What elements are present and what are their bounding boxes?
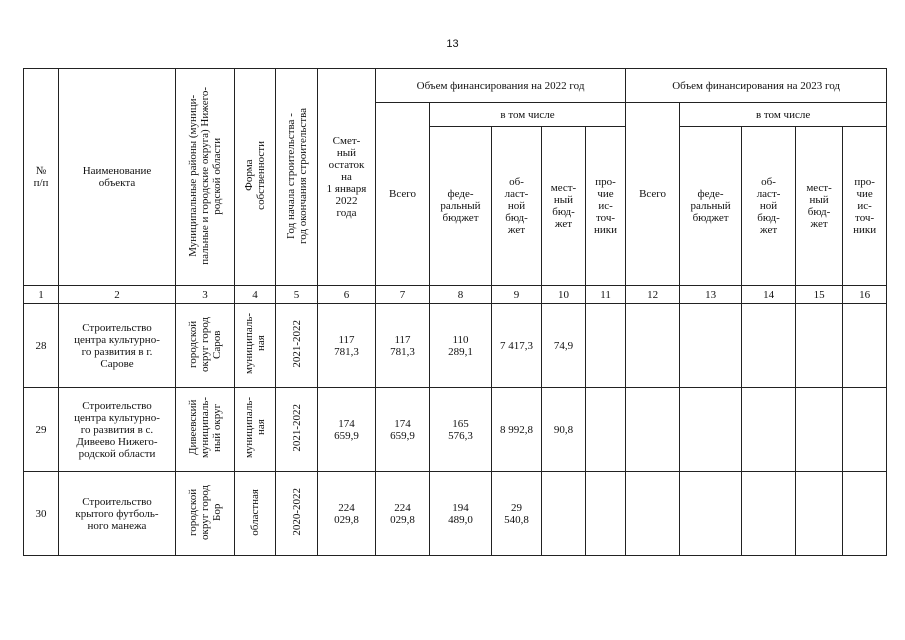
- municipal-cell: городской округ город Бор: [176, 472, 235, 556]
- ownership-cell: муниципаль- ная: [235, 304, 276, 388]
- header-including-2022: в том числе: [430, 103, 626, 127]
- header-regional-2022: об- ласт- ной бюд- жет: [492, 127, 542, 286]
- federal-2023-cell: [680, 388, 742, 472]
- federal-2022-cell: 165 576,3: [430, 388, 492, 472]
- regional-2023-cell: [742, 388, 796, 472]
- header-municipal: Муниципальные районы (муници- пальные и городские округа) Нижего- родской области: [176, 69, 235, 286]
- column-number: 11: [586, 286, 626, 304]
- header-federal-2022: феде- ральный бюджет: [430, 127, 492, 286]
- column-number: 9: [492, 286, 542, 304]
- header-fin-2022: Объем финансирования на 2022 год: [376, 69, 626, 103]
- local-2023-cell: [796, 388, 843, 472]
- column-number: 8: [430, 286, 492, 304]
- years-cell: 2021-2022: [276, 304, 318, 388]
- municipal-cell: Дивеевский муниципаль- ный округ: [176, 388, 235, 472]
- local-2022-cell: 74,9: [542, 304, 586, 388]
- regional-2022-cell: 7 417,3: [492, 304, 542, 388]
- column-number: 12: [626, 286, 680, 304]
- object-name: Строительство центра культурно- го развития в с. Дивеево Нижего- родской области: [59, 388, 176, 472]
- regional-2023-cell: [742, 304, 796, 388]
- total-2023-cell: [626, 388, 680, 472]
- other-2022-cell: [586, 472, 626, 556]
- total-2022-cell: 174 659,9: [376, 388, 430, 472]
- column-number: 7: [376, 286, 430, 304]
- other-2022-cell: [586, 304, 626, 388]
- column-number: 13: [680, 286, 742, 304]
- header-total-2023: Всего: [626, 103, 680, 286]
- municipal-cell: городской округ город Саров: [176, 304, 235, 388]
- header-fin-2023: Объем финансирования на 2023 год: [626, 69, 887, 103]
- header-ownership: Форма собственности: [235, 69, 276, 286]
- local-2022-cell: [542, 472, 586, 556]
- row-number: 28: [24, 304, 59, 388]
- years-cell: 2020-2022: [276, 472, 318, 556]
- regional-2022-cell: 8 992,8: [492, 388, 542, 472]
- row-number: 29: [24, 388, 59, 472]
- local-2023-cell: [796, 472, 843, 556]
- balance-cell: 174 659,9: [318, 388, 376, 472]
- total-2022-cell: 224 029,8: [376, 472, 430, 556]
- total-2023-cell: [626, 304, 680, 388]
- header-federal-2023: феде- ральный бюджет: [680, 127, 742, 286]
- regional-2023-cell: [742, 472, 796, 556]
- column-number: 3: [176, 286, 235, 304]
- regional-2022-cell: 29 540,8: [492, 472, 542, 556]
- column-number: 1: [24, 286, 59, 304]
- federal-2022-cell: 110 289,1: [430, 304, 492, 388]
- column-number: 5: [276, 286, 318, 304]
- balance-cell: 117 781,3: [318, 304, 376, 388]
- column-number: 15: [796, 286, 843, 304]
- balance-cell: 224 029,8: [318, 472, 376, 556]
- page-number: 13: [446, 38, 459, 50]
- header-other-2022: про- чие ис- точ- ники: [586, 127, 626, 286]
- column-number: 14: [742, 286, 796, 304]
- header-total-2022: Всего: [376, 103, 430, 286]
- financing-table: [23, 68, 887, 556]
- column-number: 6: [318, 286, 376, 304]
- header-including-2023: в том числе: [680, 103, 887, 127]
- header-regional-2023: об- ласт- ной бюд- жет: [742, 127, 796, 286]
- header-local-2023: мест- ный бюд- жет: [796, 127, 843, 286]
- table-row: [24, 304, 887, 388]
- column-number: 2: [59, 286, 176, 304]
- local-2023-cell: [796, 304, 843, 388]
- table-row: [24, 472, 887, 556]
- header-balance: Смет- ный остаток на 1 января 2022 года: [318, 69, 376, 286]
- other-2023-cell: [843, 472, 887, 556]
- federal-2023-cell: [680, 472, 742, 556]
- other-2023-cell: [843, 304, 887, 388]
- header-local-2022: мест- ный бюд- жет: [542, 127, 586, 286]
- header-no: № п/п: [24, 69, 59, 286]
- other-2023-cell: [843, 388, 887, 472]
- row-number: 30: [24, 472, 59, 556]
- federal-2022-cell: 194 489,0: [430, 472, 492, 556]
- column-number: 10: [542, 286, 586, 304]
- column-number: 4: [235, 286, 276, 304]
- header-other-2023: про- чие ис- точ- ники: [843, 127, 887, 286]
- federal-2023-cell: [680, 304, 742, 388]
- total-2023-cell: [626, 472, 680, 556]
- local-2022-cell: 90,8: [542, 388, 586, 472]
- total-2022-cell: 117 781,3: [376, 304, 430, 388]
- object-name: Строительство крытого футболь- ного манежа: [59, 472, 176, 556]
- header-years: Год начала строительства - год окончания строительства: [276, 69, 318, 286]
- table-row: [24, 388, 887, 472]
- header-object-name: Наименование объекта: [59, 69, 176, 286]
- other-2022-cell: [586, 388, 626, 472]
- column-number-row: [24, 286, 887, 304]
- object-name: Строительство центра культурно- го развития в г. Сарове: [59, 304, 176, 388]
- ownership-cell: муниципаль- ная: [235, 388, 276, 472]
- years-cell: 2021-2022: [276, 388, 318, 472]
- column-number: 16: [843, 286, 887, 304]
- ownership-cell: областная: [235, 472, 276, 556]
